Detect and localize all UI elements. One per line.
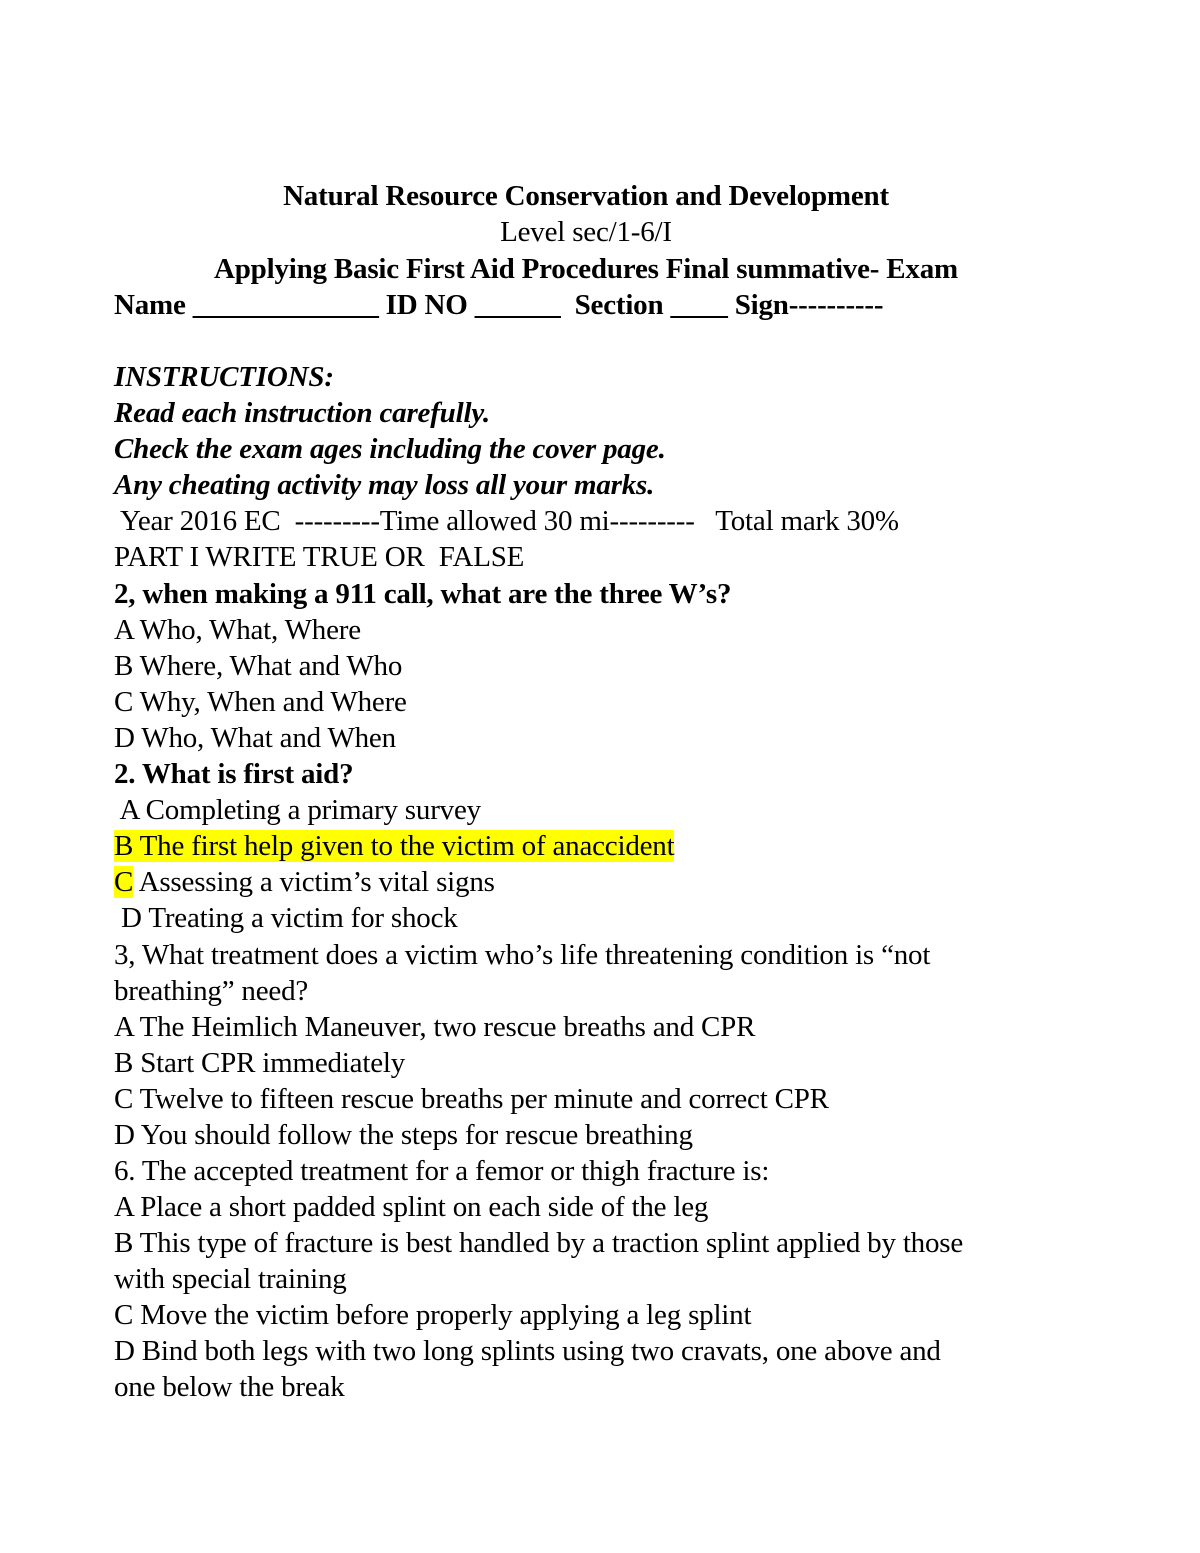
question-text: 6. The accepted treatment for a femor or thigh fracture is: (114, 1155, 770, 1187)
answer-option: D Bind both legs with two long splints using two cravats, one above and (114, 1335, 941, 1367)
document-title: Natural Resource Conservation and Development (283, 180, 889, 212)
answer-option: A The Heimlich Maneuver, two rescue breaths and CPR (114, 1011, 756, 1043)
answer-option: A Completing a primary survey (114, 794, 481, 826)
highlighted-letter: C (114, 866, 134, 898)
instructions-heading: INSTRUCTIONS: (114, 361, 334, 393)
answer-option: C Twelve to fifteen rescue breaths per minute and correct CPR (114, 1083, 829, 1115)
answer-option: B This type of fracture is best handled by a traction splint applied by those (114, 1227, 964, 1259)
answer-option: C Why, When and Where (114, 686, 407, 718)
answer-option: D You should follow the steps for rescue breathing (114, 1119, 693, 1151)
exam-title: Applying Basic First Aid Procedures Final summative- Exam (214, 253, 958, 285)
answer-option-continued: with special training (114, 1263, 347, 1295)
question-text: 2. What is first aid? (114, 758, 354, 790)
answer-option: D Who, What and When (114, 722, 396, 754)
instruction-item: Read each instruction carefully. (114, 397, 490, 429)
question-text: 3, What treatment does a victim who’s life threatening condition is “not (114, 939, 931, 971)
answer-option: B Where, What and Who (114, 650, 403, 682)
answer-option: B Start CPR immediately (114, 1047, 406, 1079)
answer-option-text: Assessing a victim’s vital signs (133, 866, 495, 898)
part-heading: PART I WRITE TRUE OR FALSE (114, 541, 525, 573)
answer-option-continued: one below the break (114, 1371, 345, 1403)
instruction-item: Check the exam ages including the cover page. (114, 433, 666, 465)
answer-option: D Treating a victim for shock (114, 902, 458, 934)
answer-option: C Move the victim before properly applying a leg splint (114, 1299, 752, 1331)
question-text: 2, when making a 911 call, what are the three W’s? (114, 578, 732, 610)
level-line: Level sec/1-6/I (500, 216, 672, 248)
highlighted-answer: B The first help given to the victim of anaccident (114, 830, 675, 862)
answer-option-highlighted (114, 828, 674, 864)
exam-meta-line: Year 2016 EC ---------Time allowed 30 mi--------- Total mark 30% (114, 505, 899, 537)
answer-option (114, 864, 495, 900)
question-text-continued: breathing” need? (114, 975, 309, 1007)
instruction-item: Any cheating activity may loss all your marks. (114, 469, 655, 501)
student-fields-line: Name _____________ ID NO ______ Section ____ Sign---------- (114, 289, 884, 321)
answer-option: A Who, What, Where (114, 614, 361, 646)
answer-option: A Place a short padded splint on each side of the leg (114, 1191, 709, 1223)
